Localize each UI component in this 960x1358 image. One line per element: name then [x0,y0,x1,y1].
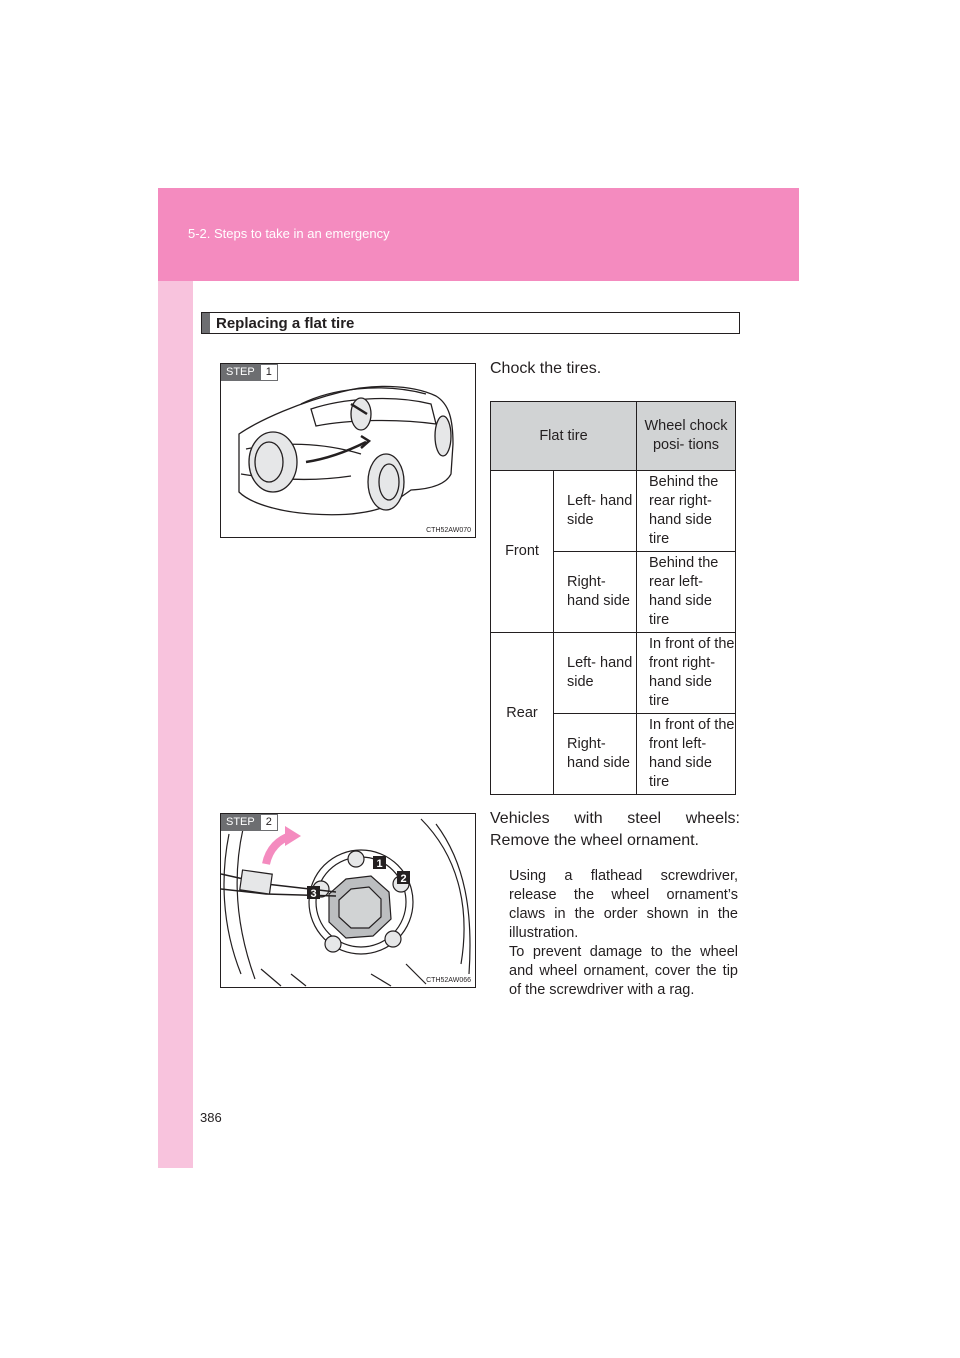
word: steel [627,810,662,827]
chock-position-cell: Behind the rear right- hand side tire [637,471,736,552]
step-number: 2 [260,814,278,831]
wheel-ornament-illustration [221,814,475,987]
breadcrumb: 5-2. Steps to take in an emergency [188,226,390,241]
section-title-bar [201,312,740,334]
car-illustration [221,364,475,537]
step2-figure [220,813,476,988]
note-paragraph: To prevent damage to the wheel and wheel ornament, cover the tip of the screwdriver with a rag. [509,944,738,998]
step1-text: Chock the tires. [490,360,602,377]
table-header-cell: Wheel chock posi- tions [637,402,736,471]
tire-side-cell: Right- hand side [554,552,637,633]
table-row [491,633,736,714]
callout-2: 2 [400,873,407,885]
step1-badge [221,364,278,381]
step-label: STEP [221,814,260,831]
word: wheels: [685,810,740,827]
figure-code: CTH52AW070 [426,527,471,534]
table-row [491,471,736,552]
note-paragraph: Using a flathead screwdriver, release the wheel ornament’s claws in the order shown in the illustration. [509,868,738,941]
callout-1: 1 [376,858,383,870]
table-header-row [491,402,736,471]
chock-position-cell: In front of the front right-hand side tire [637,633,736,714]
step2-badge [221,814,278,831]
figure-code: CTH52AW066 [426,977,471,984]
section-title: Replacing a flat tire [216,315,355,332]
chock-position-cell: Behind the rear left- hand side tire [637,552,736,633]
table-header-cell: Flat tire [491,402,637,471]
step1-figure [220,363,476,538]
step2-text-line1 [490,808,740,830]
step2-note [509,867,738,1000]
tire-position-cell: Rear [491,633,554,795]
chock-position-cell: In front of the front left-hand side tire [637,714,736,795]
page-number: 386 [200,1110,222,1125]
tire-side-cell: Left- hand side [554,633,637,714]
callout-3: 3 [310,888,317,900]
word: Vehicles [490,810,550,827]
step-number: 1 [260,364,278,381]
step2-text [490,808,740,852]
section-marker [202,313,210,333]
step2-text-line2: Remove the wheel ornament. [490,832,699,849]
tire-side-cell: Right- hand side [554,714,637,795]
step-label: STEP [221,364,260,381]
tire-position-cell: Front [491,471,554,633]
side-tab-band [158,188,193,1168]
wheel-chock-table [490,401,736,795]
word: with [574,810,603,827]
tire-side-cell: Left- hand side [554,471,637,552]
